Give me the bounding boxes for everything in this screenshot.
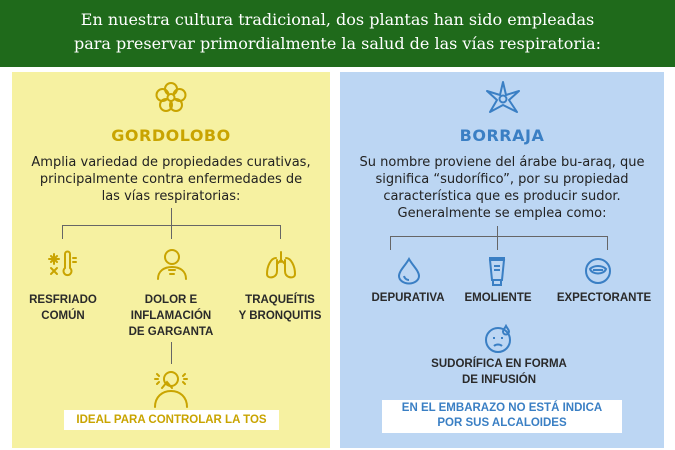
gordolobo-title: GORDOLOBO xyxy=(111,126,231,145)
open-mouth-icon xyxy=(584,257,612,285)
drop-icon xyxy=(396,257,422,285)
gordolobo-description: Amplia variedad de propiedades curativas, principalmente contra enfermedades de las vías respiratorias: xyxy=(31,155,311,204)
item-expectorante: EXPECTORANTE xyxy=(556,292,652,304)
cream-tube-icon xyxy=(486,255,508,287)
cold-thermometer-icon xyxy=(47,250,79,280)
borraja-description: Su nombre proviene del árabe bu-araq, que significa “sudorífico”, por su propiedad característica que es producir sudor. Generalmente se emplea como: xyxy=(359,155,645,221)
item-emoliente: EMOLIENTE xyxy=(464,292,532,304)
header-banner xyxy=(0,0,675,67)
sweating-face-icon xyxy=(484,324,512,354)
item-depurativa: DEPURATIVA xyxy=(371,292,445,304)
header-text xyxy=(0,8,675,56)
lungs-icon xyxy=(265,250,297,280)
connector-drop-3 xyxy=(607,236,608,250)
connector-horizontal xyxy=(390,236,608,237)
connector-vertical xyxy=(171,208,172,226)
borraja-title: BORRAJA xyxy=(459,126,545,145)
connector-drop-3 xyxy=(280,225,281,239)
connector-drop-1 xyxy=(390,236,391,250)
sore-throat-icon xyxy=(155,248,189,280)
connector-sub xyxy=(171,342,172,364)
right-note: EN EL EMBARAZO NO ESTÁ INDICA POR SUS ALCALOIDES xyxy=(382,400,622,433)
item-dolor-garganta: DOLOR E INFLAMACIÓN DE GARGANTA xyxy=(128,294,214,338)
connector-drop-1 xyxy=(62,225,63,239)
coughing-person-icon xyxy=(151,368,191,408)
header-line-2: para preservar primordialmente la salud de las vías respiratoria: xyxy=(73,34,602,53)
borraja-panel xyxy=(340,72,664,448)
connector-drop-2 xyxy=(497,226,498,250)
item-sudorifica: SUDORÍFICA EN FORMA DE INFUSIÓN xyxy=(431,358,567,386)
star-flower-icon xyxy=(484,80,522,118)
left-note: IDEAL PARA CONTROLAR LA TOS xyxy=(64,410,279,430)
connector-drop-2 xyxy=(171,225,172,239)
header-line-1: En nuestra cultura tradicional, dos plantas han sido empleadas xyxy=(80,10,595,29)
flower-icon xyxy=(153,80,189,116)
item-traqueitis: TRAQUEÍTIS Y BRONQUITIS xyxy=(238,294,322,322)
gordolobo-panel xyxy=(12,72,330,448)
item-resfriado: RESFRIADO COMÚN xyxy=(29,294,97,322)
